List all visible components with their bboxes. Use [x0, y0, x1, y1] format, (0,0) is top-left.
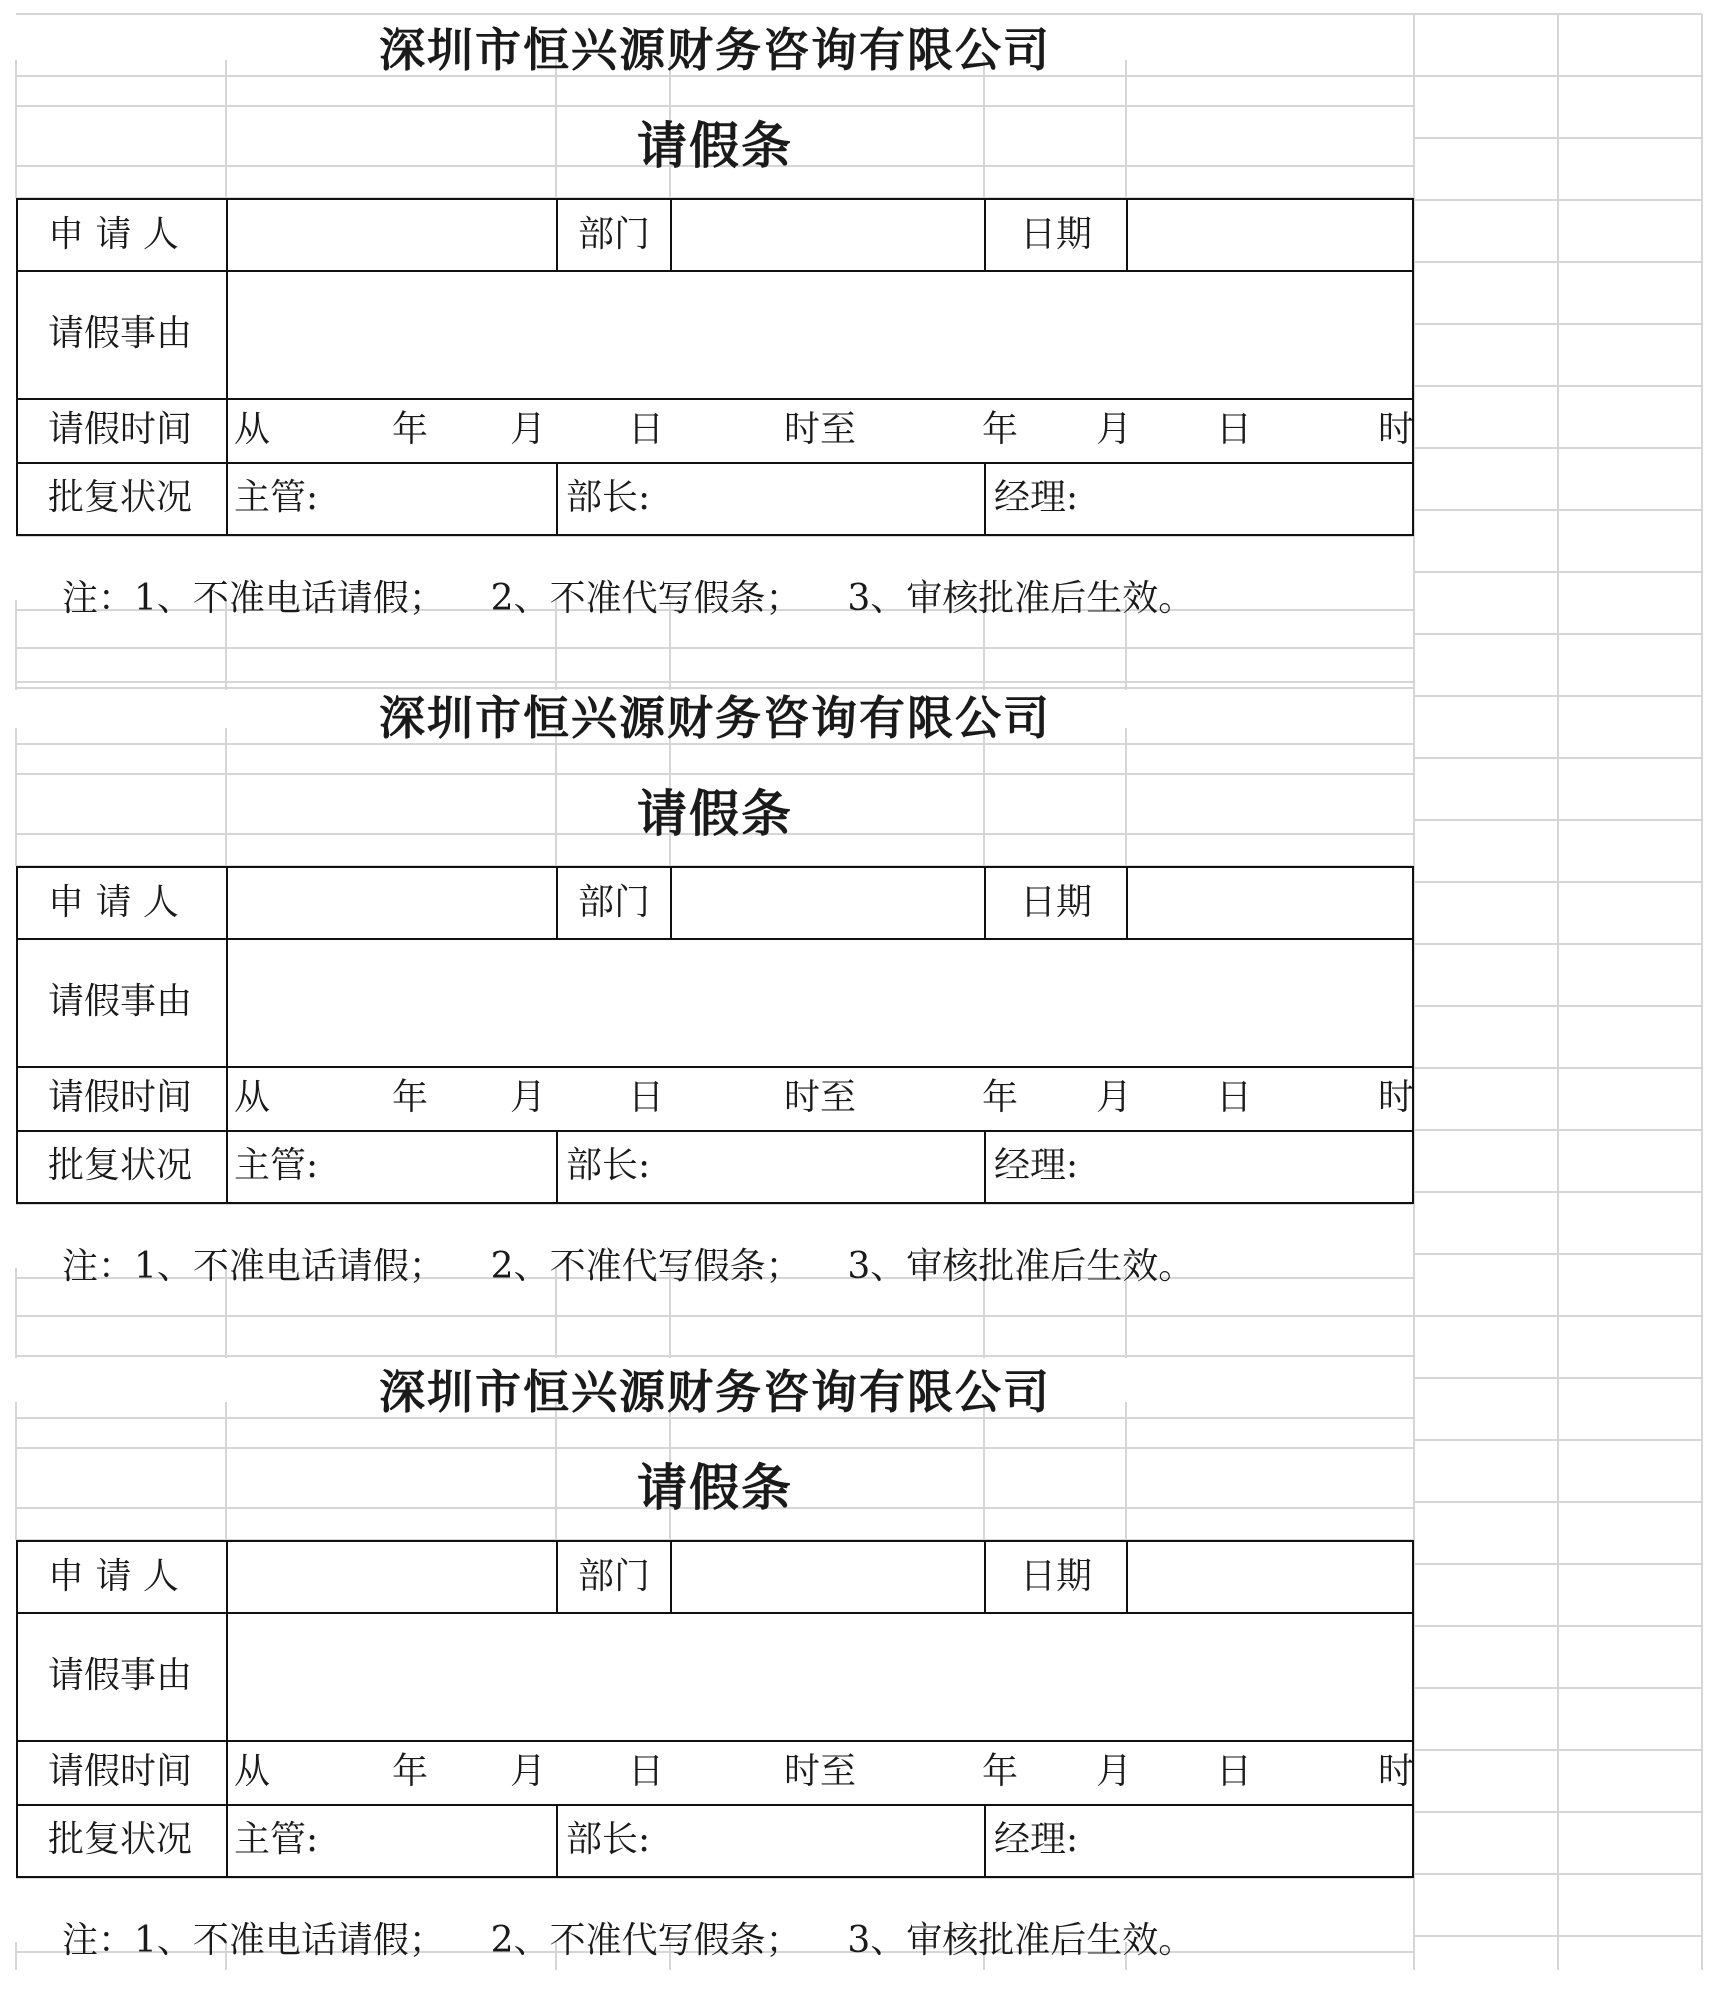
time-hour-end: 时	[1378, 1077, 1415, 1118]
form-note: 注：1、不准电话请假； 2、不准代写假条； 3、审核批准后生效。	[62, 1246, 1195, 1287]
time-from: 从	[234, 1077, 271, 1118]
time-year-start: 年	[392, 1077, 429, 1118]
approval-label: 批复状况	[48, 477, 193, 518]
minister-label: 部长:	[566, 1145, 651, 1186]
time-month-start: 月	[510, 1751, 547, 1792]
column-divider	[984, 1804, 986, 1876]
reason-field[interactable]	[228, 1614, 1412, 1740]
supervisor-field[interactable]	[348, 1806, 556, 1876]
column-divider	[556, 1804, 558, 1876]
approval-label: 批复状况	[48, 1819, 193, 1860]
form-title: 请假条	[637, 1458, 793, 1517]
applicant-label: 申 请 人	[48, 1556, 179, 1597]
date-field[interactable]	[1128, 868, 1412, 938]
minister-field[interactable]	[678, 464, 984, 534]
minister-label: 部长:	[566, 477, 651, 518]
column-divider	[556, 200, 558, 270]
form-title: 请假条	[637, 784, 793, 843]
leave-form-2	[0, 668, 1718, 1338]
minister-label: 部长:	[566, 1819, 651, 1860]
time-day-end: 日	[1216, 1077, 1253, 1118]
time-label: 请假时间	[48, 1077, 193, 1118]
column-divider	[984, 1542, 986, 1612]
column-divider	[984, 1130, 986, 1202]
time-year-start: 年	[392, 1751, 429, 1792]
minister-field[interactable]	[678, 1132, 984, 1202]
company-name: 深圳市恒兴源财务咨询有限公司	[379, 691, 1051, 745]
time-day-end: 日	[1216, 1751, 1253, 1792]
leave-form-3	[0, 1342, 1718, 2012]
department-field[interactable]	[672, 1542, 984, 1612]
company-name: 深圳市恒兴源财务咨询有限公司	[379, 1365, 1051, 1419]
applicant-field[interactable]	[228, 868, 556, 938]
leave-form-table	[16, 198, 1414, 536]
time-month-end: 月	[1096, 1077, 1133, 1118]
supervisor-label: 主管:	[234, 1145, 319, 1186]
time-month-start: 月	[510, 1077, 547, 1118]
reason-field[interactable]	[228, 940, 1412, 1066]
time-hour-to: 时至	[784, 1751, 857, 1792]
time-day-start: 日	[628, 409, 665, 450]
time-year-end: 年	[982, 409, 1019, 450]
form-title: 请假条	[637, 116, 793, 175]
reason-label: 请假事由	[48, 981, 193, 1022]
leave-form-1	[0, 0, 1718, 670]
manager-field[interactable]	[1108, 1132, 1412, 1202]
time-day-start: 日	[628, 1751, 665, 1792]
manager-field[interactable]	[1108, 1806, 1412, 1876]
manager-field[interactable]	[1108, 464, 1412, 534]
supervisor-field[interactable]	[348, 1132, 556, 1202]
applicant-label: 申 请 人	[48, 214, 179, 255]
time-month-end: 月	[1096, 1751, 1133, 1792]
reason-label: 请假事由	[48, 1655, 193, 1696]
department-label: 部门	[578, 1556, 651, 1597]
time-hour-to: 时至	[784, 1077, 857, 1118]
department-field[interactable]	[672, 200, 984, 270]
column-divider	[556, 868, 558, 938]
column-divider	[984, 200, 986, 270]
time-day-end: 日	[1216, 409, 1253, 450]
time-hour-to: 时至	[784, 409, 857, 450]
date-label: 日期	[1020, 882, 1093, 923]
time-year-end: 年	[982, 1077, 1019, 1118]
manager-label: 经理:	[994, 477, 1079, 518]
department-label: 部门	[578, 882, 651, 923]
company-name: 深圳市恒兴源财务咨询有限公司	[379, 23, 1051, 77]
column-divider	[984, 462, 986, 534]
column-divider	[556, 1542, 558, 1612]
applicant-field[interactable]	[228, 200, 556, 270]
date-field[interactable]	[1128, 1542, 1412, 1612]
reason-label: 请假事由	[48, 313, 193, 354]
department-field[interactable]	[672, 868, 984, 938]
applicant-label: 申 请 人	[48, 882, 179, 923]
applicant-field[interactable]	[228, 1542, 556, 1612]
supervisor-label: 主管:	[234, 1819, 319, 1860]
column-divider	[556, 462, 558, 534]
reason-field[interactable]	[228, 272, 1412, 398]
form-note: 注：1、不准电话请假； 2、不准代写假条； 3、审核批准后生效。	[62, 578, 1195, 619]
time-day-start: 日	[628, 1077, 665, 1118]
time-from: 从	[234, 1751, 271, 1792]
time-from: 从	[234, 409, 271, 450]
time-label: 请假时间	[48, 1751, 193, 1792]
column-divider	[984, 868, 986, 938]
column-divider	[556, 1130, 558, 1202]
date-label: 日期	[1020, 1556, 1093, 1597]
time-month-start: 月	[510, 409, 547, 450]
leave-form-table	[16, 1540, 1414, 1878]
time-month-end: 月	[1096, 409, 1133, 450]
supervisor-label: 主管:	[234, 477, 319, 518]
date-field[interactable]	[1128, 200, 1412, 270]
time-year-end: 年	[982, 1751, 1019, 1792]
approval-label: 批复状况	[48, 1145, 193, 1186]
leave-form-table	[16, 866, 1414, 1204]
time-year-start: 年	[392, 409, 429, 450]
department-label: 部门	[578, 214, 651, 255]
time-hour-end: 时	[1378, 1751, 1415, 1792]
supervisor-field[interactable]	[348, 464, 556, 534]
date-label: 日期	[1020, 214, 1093, 255]
time-label: 请假时间	[48, 409, 193, 450]
manager-label: 经理:	[994, 1819, 1079, 1860]
form-note: 注：1、不准电话请假； 2、不准代写假条； 3、审核批准后生效。	[62, 1920, 1195, 1961]
time-hour-end: 时	[1378, 409, 1415, 450]
minister-field[interactable]	[678, 1806, 984, 1876]
manager-label: 经理:	[994, 1145, 1079, 1186]
